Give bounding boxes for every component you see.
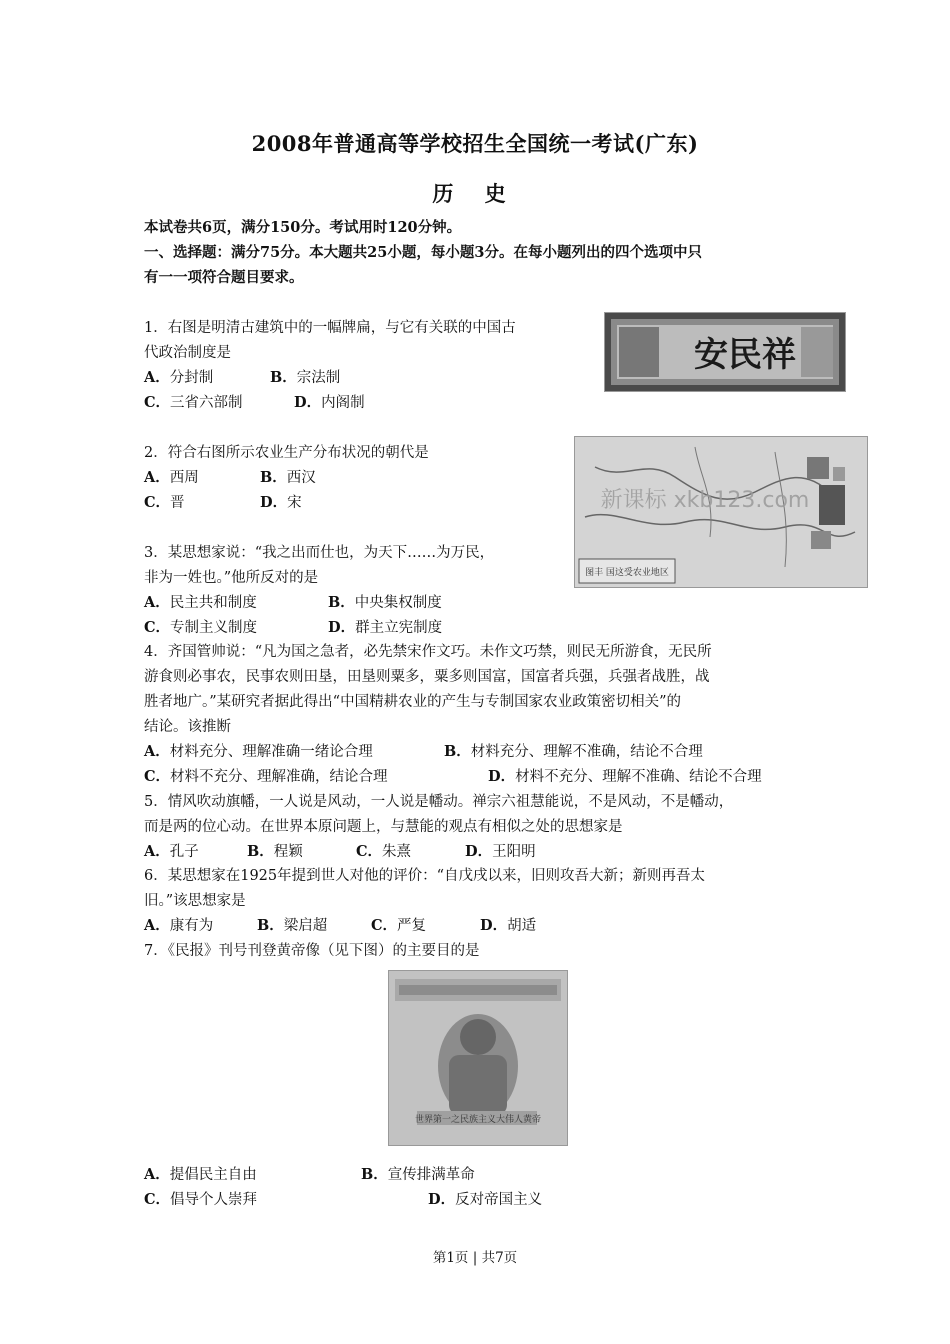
q1-stem-line-2: 代政治制度是 (144, 345, 231, 361)
map-image (574, 436, 868, 588)
q1-option-b: B．宗法制 (270, 369, 341, 386)
q5-option-c: C．朱熹 (356, 843, 412, 860)
q6-option-a: A．康有为 (144, 917, 214, 934)
exam-title: 2008年普通高等学校招生全国统一考试(广东) (251, 131, 699, 156)
plaque-graphic (605, 313, 845, 391)
q5-stem-line-2: 而是两的位心动。在世界本原问题上，与慧能的观点有相似之处的思想家是 (144, 819, 623, 835)
q4-stem-line-3: 胜者地广。”某研究者据此得出“中国精耕农业的产生与专制国家农业政策密切相关”的 (144, 694, 681, 710)
intro-line-3: 有一一项符合题目要求。 (144, 269, 304, 286)
q7-stem-line-1: 7．《民报》刊号刊登黄帝像（见下图）的主要目的是 (144, 943, 480, 959)
q6-stem-line-1: 6．某思想家在1925年提到世人对他的评价：“自戊戌以来，旧则攻吾大新；新则再吾太 (144, 868, 706, 884)
q1-stem-line-1: 1．右图是明清古建筑中的一幅牌扁，与它有关联的中国古 (144, 320, 516, 336)
q3-option-d: D．群主立宪制度 (328, 619, 443, 636)
q2-option-a: A．西周 (144, 469, 199, 486)
q4-option-d: D．材料不充分、理解不准确、结论不合理 (488, 768, 762, 785)
q3-option-a: A．民主共和制度 (144, 594, 257, 611)
q5-option-b: B．程颖 (247, 843, 303, 860)
q2-option-c: C．晋 (144, 494, 185, 511)
q3-option-c: C．专制主义制度 (144, 619, 258, 636)
q7-option-b: B．宣传排满革命 (361, 1166, 475, 1183)
intro-line-2: 一、选择题：满分75分。本大题共25小题，每小题3分。在每小题列出的四个选项中只 (144, 244, 702, 261)
q6-stem-line-2: 旧。”该思想家是 (144, 893, 246, 909)
q5-stem-line-1: 5．情风吹动旗幡，一人说是风动，一人说是幡动。禅宗六祖慧能说，不是风动，不是幡动， (144, 794, 734, 810)
map-caption: 图丰 国这受农业地区 (585, 568, 669, 578)
intro-line-1: 本试卷共6页，满分150分。考试用时120分钟。 (144, 219, 462, 236)
q5-option-a: A．孔子 (144, 843, 199, 860)
q4-option-a: A．材料充分、理解准确一绪论合理 (144, 743, 373, 760)
map-watermark: 新课标 xkb123.com (600, 488, 810, 513)
exam-subject: 历 史 (432, 181, 518, 206)
portrait-caption: 世界第一之民族主义大伟人黄帝 (414, 1115, 542, 1125)
q7-option-a: A．提倡民主自由 (144, 1166, 257, 1183)
q3-stem-line-2: 非为一姓也。”他所反对的是 (144, 570, 319, 586)
q6-option-c: C．严复 (371, 917, 427, 934)
q3-option-b: B．中央集权制度 (328, 594, 442, 611)
q6-option-b: B．梁启超 (257, 917, 328, 934)
q4-option-b: B．材料充分、理解不准确，结论不合理 (444, 743, 703, 760)
plaque-image (604, 312, 846, 392)
q4-stem-line-4: 结论。该推断 (144, 719, 231, 735)
q7-option-d: D．反对帝国主义 (428, 1191, 543, 1208)
q4-option-c: C．材料不充分、理解准确，结论合理 (144, 768, 388, 785)
q6-option-d: D．胡适 (480, 917, 537, 934)
q1-option-a: A．分封制 (144, 369, 214, 386)
q2-option-d: D．宋 (260, 494, 302, 511)
q4-stem-line-2: 游食则必事农，民事农则田垦，田垦则粟多，粟多则国富，国富者兵强，兵强者战胜，战 (144, 669, 710, 685)
map-graphic (575, 437, 867, 587)
q4-stem-line-1: 4．齐国管帅说：“凡为国之急者，必先禁宋作文巧。未作文巧禁，则民无所游食，无民所 (144, 644, 712, 660)
page-footer: 第1页 | 共7页 (432, 1250, 518, 1266)
q7-option-c: C．倡导个人崇拜 (144, 1191, 258, 1208)
q1-option-d: D．内阁制 (294, 394, 365, 411)
q2-stem-line-1: 2．符合右图所示农业生产分布状况的朝代是 (144, 445, 429, 461)
plaque-text: 安民祥 (694, 335, 796, 375)
q5-option-d: D．王阳明 (465, 843, 536, 860)
q1-option-c: C．三省六部制 (144, 394, 243, 411)
portrait-graphic (389, 971, 567, 1145)
q2-option-b: B．西汉 (260, 469, 316, 486)
portrait-image (388, 970, 568, 1146)
q3-stem-line-1: 3．某思想家说：“我之出而仕也，为天下……为万民， (144, 545, 495, 561)
